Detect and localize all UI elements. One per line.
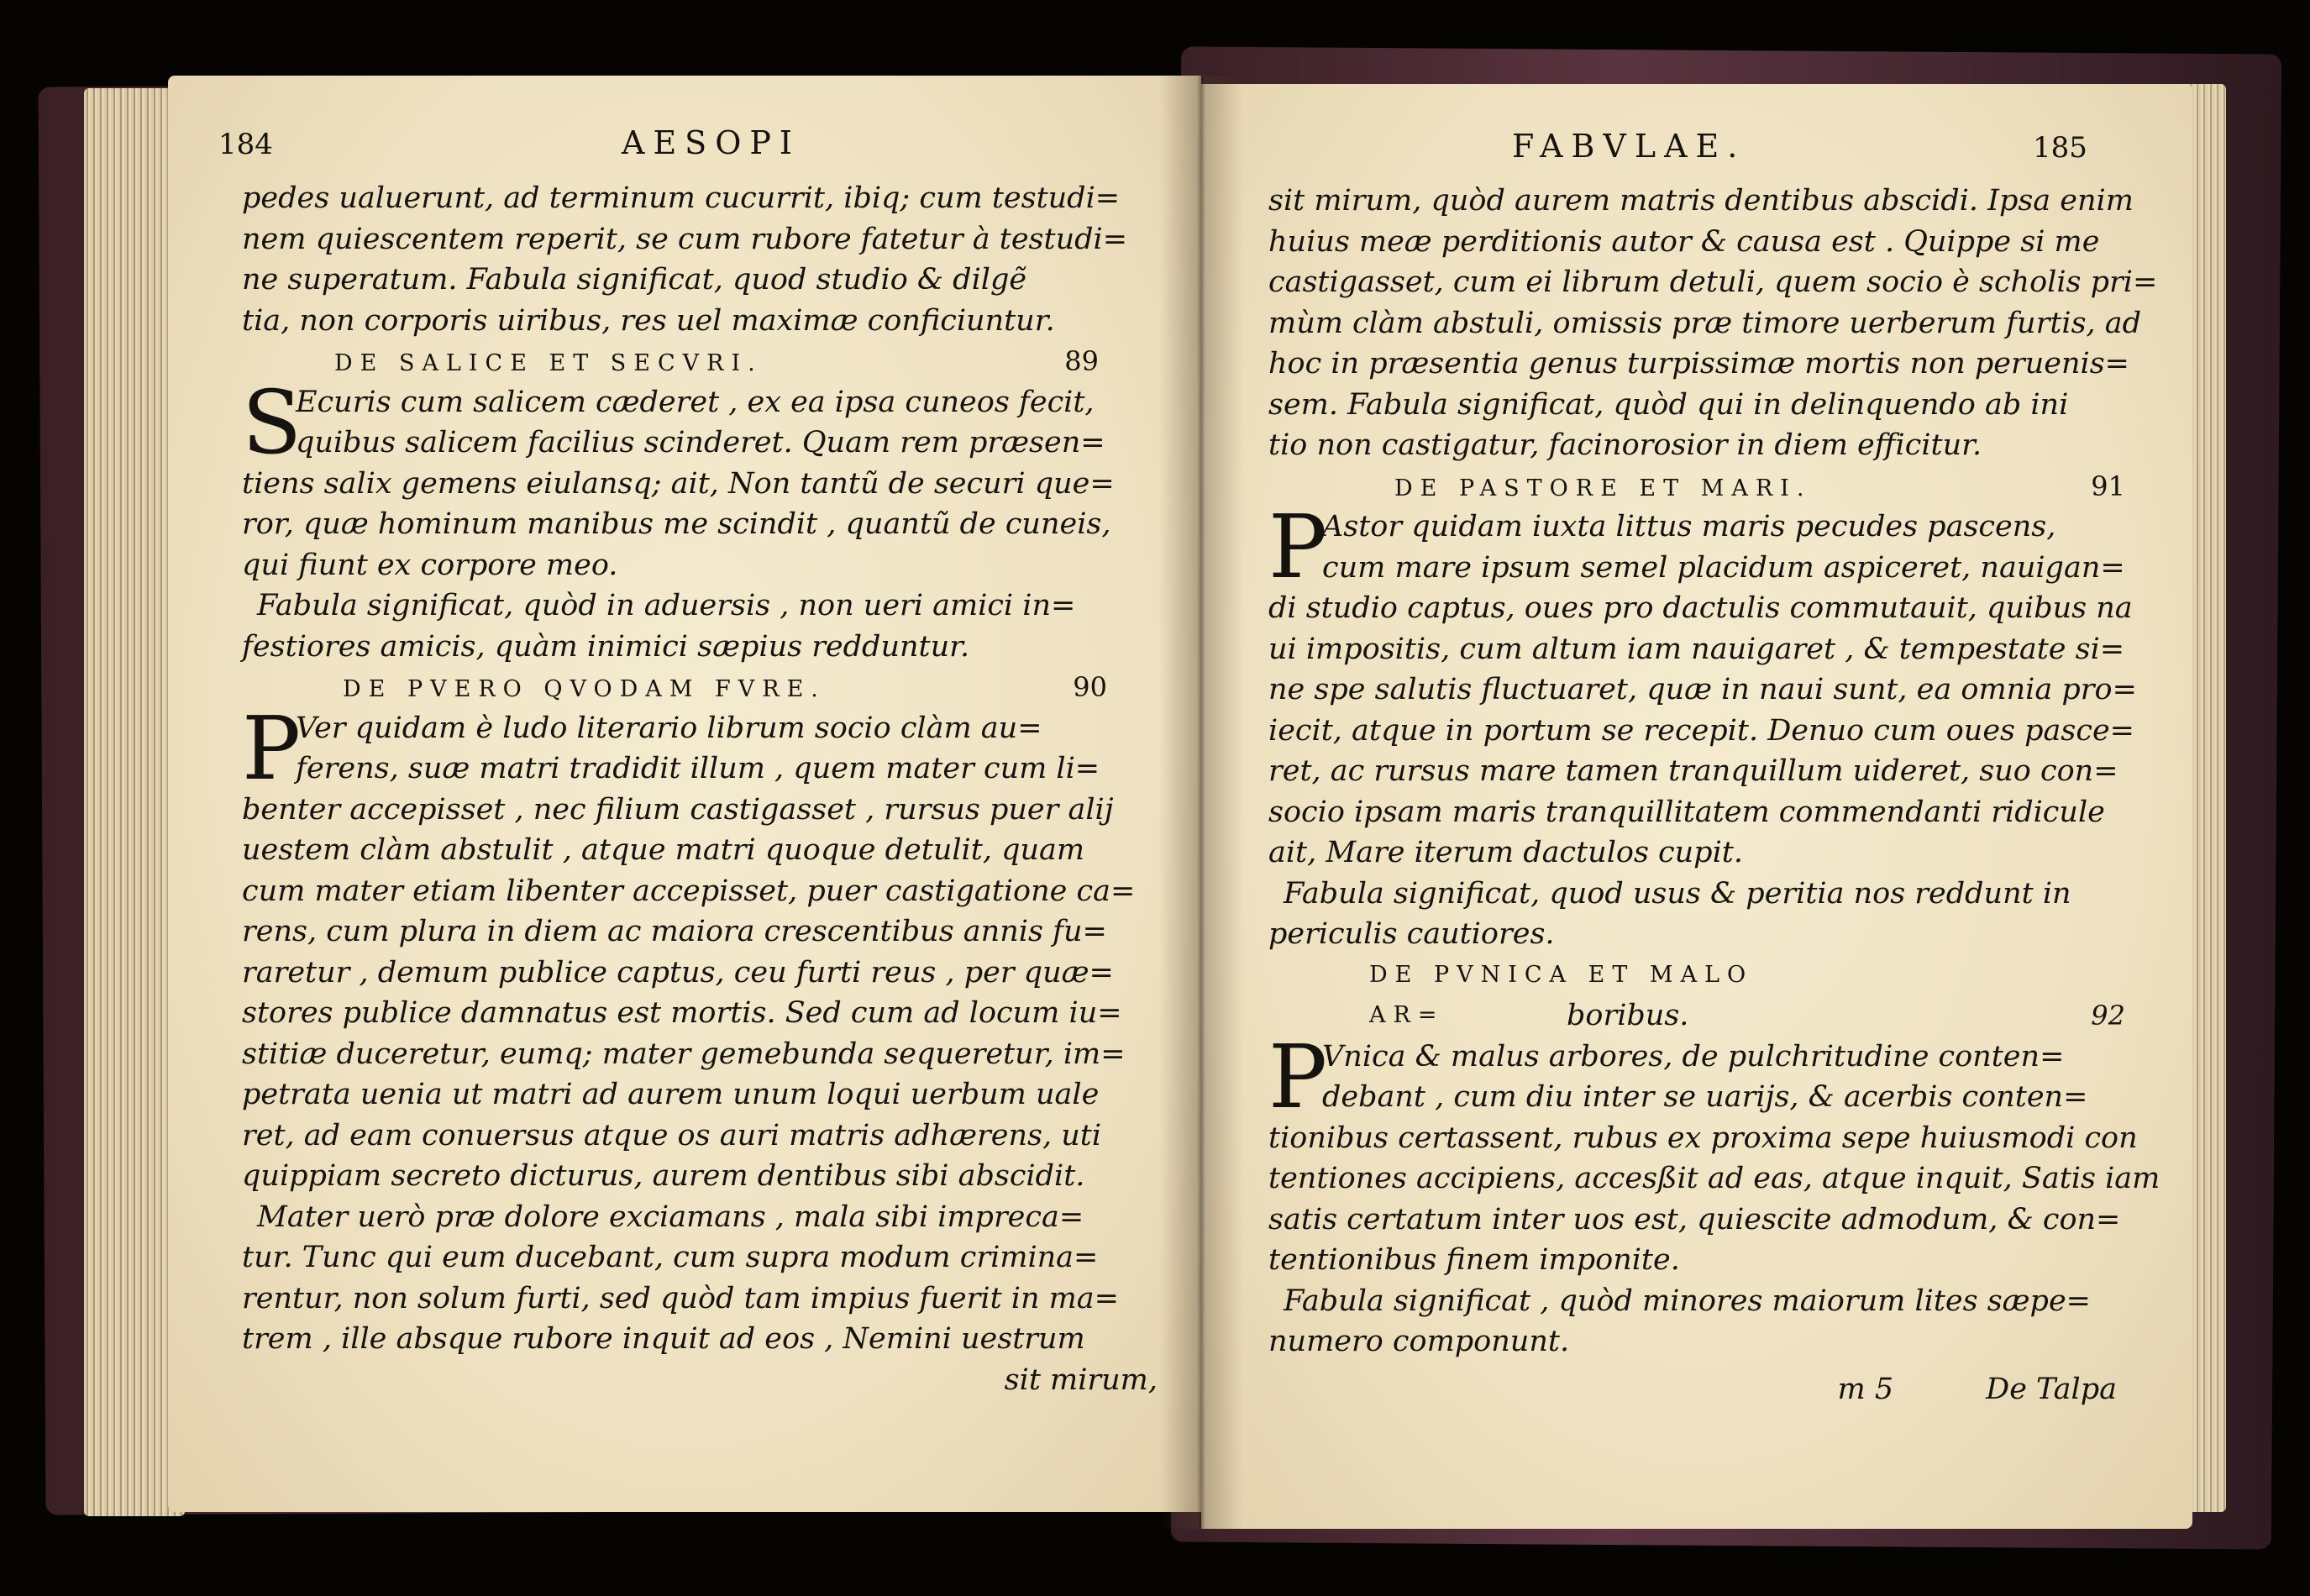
page-footer	[1268, 1369, 2125, 1410]
text-line: cum mare ipsum semel placidum aspiceret, nauigan=	[1322, 550, 2125, 585]
text-line: cum mater etiam libenter accepisset, puer castigatione ca=	[242, 874, 1136, 908]
text-line: socio ipsam maris tranquillitatem commendanti ridicule	[1268, 795, 2105, 829]
moral-line: festiores amicis, quàm inimici sæpius redduntur.	[242, 629, 970, 664]
text-line: ret, ac rursus mare tamen tranquillum uideret, suo con=	[1268, 754, 2118, 788]
text-line: ror, quæ hominum manibus me scindit , quantũ de cuneis,	[242, 507, 1111, 541]
text-line: trem , ille absque rubore inquit ad eos , Nemini uestrum	[242, 1322, 1085, 1356]
fable-91-heading	[1268, 466, 2125, 507]
text-line: castigasset, cum ei librum detuli, quem socio è scholis pri=	[1268, 265, 2158, 299]
text-line: sit mirum,	[1004, 1362, 1158, 1397]
drop-cap: P	[242, 696, 301, 800]
text-line: hoc in præsentia genus turpissimæ mortis non peruenis=	[1268, 347, 2129, 381]
text-line: rens, cum plura in diem ac maiora crescentibus annis fu=	[242, 915, 1107, 948]
text-line: raretur , demum publice captus, ceu furti reus , per quæ=	[242, 955, 1114, 990]
fable-89-heading	[242, 341, 1158, 382]
fable-91-text	[1268, 496, 2137, 955]
fable-number: 91	[2091, 470, 2125, 502]
catchword: De Talpa	[1986, 1372, 2117, 1406]
text-line: quippiam secreto dicturus, aurem dentibus sibi abscidit.	[242, 1159, 1085, 1193]
text-line: ui impositis, cum altum iam nauigaret , & tempestate si=	[1268, 632, 2125, 666]
fable-89-text	[242, 370, 1158, 668]
text-line: satis certatum inter uos est, quiescite admodum, & con=	[1268, 1202, 2121, 1236]
text-line: sit mirum, quòd aurem matris dentibus abscidi. Ipsa enim	[1268, 184, 2134, 218]
text-line: stores publice damnatus est mortis. Sed cum ad locum iu=	[242, 996, 1122, 1030]
text-line: nem quiescentem reperit, se cum rubore fatetur à testudi=	[242, 222, 1128, 256]
text-line: pedes ualuerunt, ad terminum cucurrit, ibiq; cum testudi=	[242, 181, 1121, 215]
open-book	[34, 50, 2285, 1562]
page-number-right: 185	[2033, 131, 2087, 165]
fable-title: DE PVNICA ET MALO AR=	[1369, 961, 1754, 1028]
page-number-left: 184	[218, 128, 273, 161]
fable-title: DE SALICE ET SECVRI.	[334, 350, 763, 376]
text-line: rentur, non solum furti, sed quòd tam impius fuerit in ma=	[242, 1281, 1120, 1315]
drop-cap: S	[242, 370, 302, 474]
text-line: ne spe salutis fluctuaret, quæ in naui sunt, ea omnia pro=	[1268, 673, 2137, 706]
text-line: quibus salicem facilius scinderet. Quam rem præsen=	[296, 426, 1105, 459]
moral-line: numero componunt.	[1268, 1325, 1570, 1358]
moral-line: periculis cautiores.	[1268, 917, 1555, 951]
text-line: tio non castigatur, facinorosior in diem efficitur.	[1268, 428, 1982, 462]
right-page	[1201, 84, 2192, 1529]
moral-line: Fabula significat, quòd in aduersis , non ueri amici in=	[257, 589, 1076, 622]
fable-title-cont: boribus.	[1567, 999, 1689, 1032]
text-line: di studio captus, oues pro dactulis commutauit, quibus na	[1268, 591, 2133, 625]
text-line: tentionibus finem imponite.	[1268, 1243, 1680, 1277]
text-line: ait, Mare iterum dactulos cupit.	[1268, 836, 1743, 869]
text-line: mùm clàm abstuli, omissis præ timore uerberum furtis, ad	[1268, 306, 2142, 340]
text-line: tiens salix gemens eiulansq; ait, Non tantũ de securi que=	[242, 466, 1115, 501]
text-line: Ver quidam è ludo literario librum socio clàm au=	[296, 711, 1042, 745]
text-line: huius meæ perditionis autor & causa est . Quippe si me	[1268, 224, 2100, 259]
fable-90-text	[242, 696, 1158, 1401]
text-line: benter accepisset , nec filium castigasset , rursus puer alij	[242, 792, 1114, 827]
drop-cap: P	[1268, 1025, 1327, 1128]
text-line: tur. Tunc qui eum ducebant, cum supra modum crimina=	[242, 1241, 1099, 1274]
text-line: Mater uerò præ dolore exciamans , mala sibi impreca=	[257, 1200, 1084, 1234]
text-line: tentiones accipiens, accesßit ad eas, atque inquit, Satis iam	[1268, 1162, 2160, 1195]
text-line: ferens, suæ matri tradidit illum , quem mater cum li=	[296, 752, 1100, 785]
left-text-block	[242, 178, 1158, 1400]
text-line: sem. Fabula significat, quòd qui in delinquendo ab ini	[1268, 387, 2069, 422]
fable-number: 90	[1073, 671, 1107, 703]
text-line: petrata uenia ut matri ad aurem unum loqui uerbum uale	[242, 1078, 1100, 1111]
text-line: qui fiunt ex corpore meo.	[242, 548, 618, 582]
text-line: stitiæ duceretur, eumq; mater gemebunda sequeretur, im=	[242, 1037, 1126, 1071]
text-line: ret, ad eam conuersus atque os auri matris adhærens, uti	[242, 1118, 1102, 1152]
text-line: tionibus certassent, rubus ex proxima sepe huiusmodi con	[1268, 1121, 2138, 1155]
fable-92-text	[1268, 1025, 2160, 1362]
left-page	[168, 76, 1201, 1512]
drop-cap: P	[1268, 496, 1327, 598]
text-line: debant , cum diu inter se uarijs, & acerbis conten=	[1322, 1080, 2088, 1114]
fable-number: 92	[2091, 1000, 2125, 1032]
fable-number: 89	[1064, 345, 1099, 377]
text-line: tia, non corporis uiribus, res uel maximæ conficiuntur.	[242, 303, 1055, 338]
signature-mark: m 5	[1837, 1372, 1894, 1406]
fable-title: DE PVERO QVODAM FVRE.	[343, 676, 826, 702]
text-line: iecit, atque in portum se recepit. Denuo cum oues pasce=	[1268, 713, 2134, 748]
text-line: Astor quidam iuxta littus maris pecudes pascens,	[1322, 510, 2056, 543]
running-head-left: AESOPI	[622, 124, 801, 161]
moral-line: Fabula significat, quod usus & peritia nos reddunt in	[1284, 876, 2071, 911]
text-line: Vnica & malus arbores, de pulchritudine conten=	[1322, 1039, 2065, 1074]
running-head-right: FABVLAE.	[1512, 128, 1746, 165]
fable-title: DE PASTORE ET MARI.	[1394, 475, 1812, 501]
text-line: uestem clàm abstulit , atque matri quoque detulit, quam	[242, 833, 1085, 867]
text-line: Ecuris cum salicem cæderet , ex ea ipsa cuneos fecit,	[296, 385, 1095, 419]
fable-90-heading	[242, 667, 1158, 708]
text-line: ne superatum. Fabula significat, quod studio & dilgẽ	[242, 263, 1027, 297]
right-text-block	[1268, 181, 2160, 1410]
moral-line: Fabula significat , quòd minores maiorum lites sæpe=	[1284, 1284, 2091, 1318]
